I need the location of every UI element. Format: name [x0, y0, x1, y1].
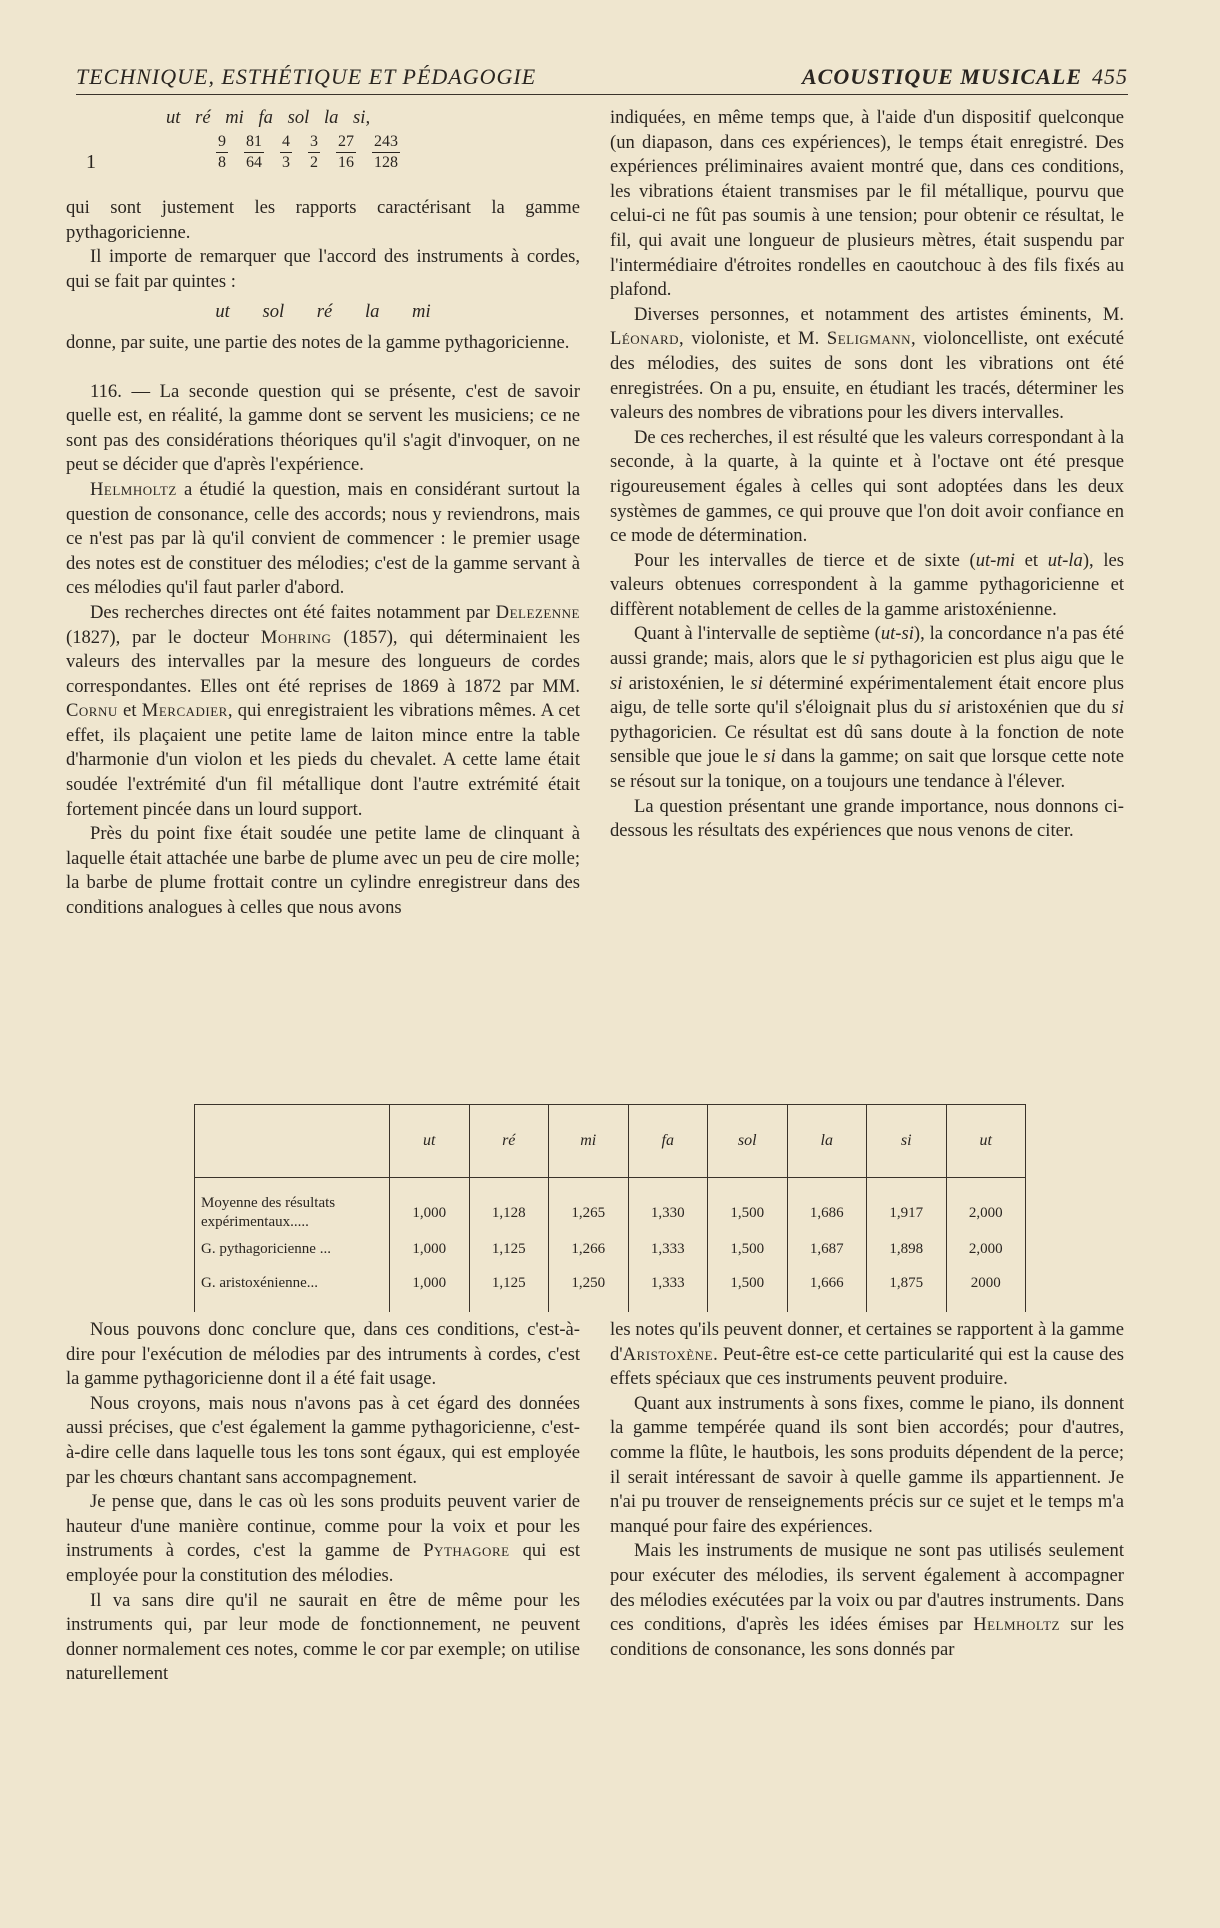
scale-notes: ut ré mi fa sol la si,: [166, 107, 371, 128]
table-row: [195, 1232, 1026, 1266]
table-cell: 1,000: [390, 1178, 470, 1233]
table-cell: 1,687: [787, 1232, 867, 1266]
paragraph: Quant à l'intervalle de septième (ut-si), la concordance n'a pas été aussi grande; mais, alors que le si pythagoricien est plus aigu que le si aristoxénien, le si déterminé expérimentalement était encore plus aigu, de telle sorte qu'il s'éloignait plus du si aristoxénien que du si pythagoricien. Ce résultat est dû sans doute à la fonction de note sensible que joue le si dans la gamme; on sait que lorsque cette note se résout sur la tonique, on a toujours une tendance à l'élever.: [610, 623, 1125, 793]
header-right-title: ACOUSTIQUE MUSICALE: [801, 64, 1082, 89]
paragraph: Diverses personnes, et notamment des artistes éminents, M. Léonard, violoniste, et M. Seligmann, violoncelliste, ont exécuté des mélodies, des suites de sons dont les vibrations ont été enregistrées. On a pu, ensuite, en étudiant les tracés, déterminer les valeurs des nombres de vibrations pour les divers intervalles.: [610, 303, 1124, 424]
paragraph: Nous croyons, mais nous n'avons pas à cet égard des données aussi précises, que c'est également la gamme pythagoricienne, c'est-à-dire celle dans laquelle tous les tons sont égaux, qui est employée par les chœurs chantant sans accompagnement.: [66, 1392, 580, 1488]
table-corner: [195, 1105, 390, 1178]
fraction-denominator: 128: [374, 154, 398, 171]
paragraph: Quant aux instruments à sons fixes, comme le piano, ils donnent la gamme tempérée quand ils sont bien accordés; pour d'autres, comme la flûte, le hautbois, les sons produits dépendent de la perce; il serait intéressant de savoir à quelle gamme ils appartiennent. Je n'ai pu trouver de renseignements précis sur ce sujet et le temps m'a manqué pour faire des expériences.: [610, 1392, 1124, 1537]
page-number: 455: [1092, 64, 1128, 89]
table-cell: 1,333: [628, 1232, 708, 1266]
bottom-right-column: [610, 1318, 1124, 1662]
table-body: [195, 1178, 1026, 1313]
fraction-numerator: 243: [372, 132, 400, 153]
left-column: [66, 106, 580, 921]
person-name: Léonard: [610, 328, 680, 350]
column-header: ut: [390, 1105, 470, 1178]
fraction-numerator: 9: [216, 132, 228, 153]
paragraph: indiquées, en même temps que, à l'aide d'un dispositif quelconque (un diapason, dans ces expériences), le temps était enregistré. Des expériences préliminaires avaient montré que, dans ces conditions, les vibrations étaient transmises par le fil métallique, pourvu que celui-ci ne fût pas soumis à une tension; pour obtenir ce résultat, le fil, qui avait une longueur de plusieurs mètres, était suspendu par l'intermédiaire d'étroites rondelles en caoutchouc à des fils fixés au plafond.: [610, 107, 1124, 301]
table-cell: 1,250: [549, 1266, 629, 1312]
person-name: Mercadier: [141, 700, 228, 722]
column-header: ut: [946, 1105, 1026, 1178]
person-name: Helmholtz: [90, 478, 177, 500]
fraction-denominator: 64: [246, 154, 262, 171]
table-header-row: [195, 1105, 1026, 1178]
ratio-fraction: [280, 132, 292, 173]
ratio-fraction: [216, 132, 228, 173]
ratio-fractions: [216, 132, 400, 173]
ratio-fraction: [244, 132, 264, 173]
column-header: mi: [549, 1105, 629, 1178]
table-cell: 2000: [946, 1266, 1026, 1312]
column-header: si: [867, 1105, 947, 1178]
table-cell: 1,917: [867, 1178, 947, 1233]
row-label: Moyenne des résultats expérimentaux.....: [195, 1178, 390, 1233]
person-name: Pythagore: [423, 1540, 510, 1562]
row-label: G. aristoxénienne...: [195, 1266, 390, 1312]
fraction-denominator: 2: [310, 154, 318, 171]
table-cell: 1,686: [787, 1178, 867, 1233]
paragraph: La question présentant une grande importance, nous donnons ci-dessous les résultats des expériences que nous venons de citer.: [610, 795, 1124, 842]
table-cell: 1,125: [469, 1266, 549, 1312]
ratio-fraction: [336, 132, 356, 173]
paragraph: donne, par suite, une partie des notes de la gamme pythagoricienne.: [66, 331, 570, 353]
table-row: [195, 1266, 1026, 1312]
person-name: Mohring: [260, 626, 332, 648]
table-cell: 1,266: [549, 1232, 629, 1266]
paragraph: Près du point fixe était soudée une petite lame de clinquant à laquelle était attachée une barbe de plume avec un peu de cire molle; la barbe de plume frottait contre un cylindre enregistreur dans des conditions analogues à celles que nous avons: [66, 823, 580, 919]
fraction-numerator: 81: [244, 132, 264, 153]
ratio-one: 1: [86, 151, 96, 173]
ratio-fraction: [308, 132, 320, 173]
right-column: [610, 106, 1124, 844]
table-cell: 1,125: [469, 1232, 549, 1266]
paragraph: Pour les intervalles de tierce et de sixte (ut-mi et ut-la), les valeurs obtenues correspondent à la gamme pythagoricienne et diffèrent notablement de celles de la gamme aristoxénienne.: [610, 549, 1124, 620]
paragraph: Helmholtz a étudié la question, mais en considérant surtout la question de consonance, celle des accords; nous y reviendrons, mais ce n'est pas par là qu'il convient de commencer : le premier usage des notes est de constituer des mélodies; c'est de la gamme servant à ces mélodies qu'il faut parler d'abord.: [66, 478, 580, 599]
paragraph: De ces recherches, il est résulté que les valeurs correspondant à la seconde, à la quarte, à la quinte et à l'octave ont été presque rigoureusement égales à celles qui sont adoptées dans les deux systèmes de gammes, ce qui prouve que l'on doit avoir confiance en ce mode de détermination.: [610, 426, 1124, 547]
fraction-denominator: 8: [218, 154, 226, 171]
paragraph: Des recherches directes ont été faites notamment par Delezenne (1827), par le docteur Mohring (1857), qui déterminaient les valeurs des intervalles par la mesure des longueurs de cordes correspondantes. Elles ont été reprises de 1869 à 1872 par MM. Cornu et Mercadier, qui enregistraient les vibrations mêmes. A cet effet, ils plaçaient une petite lame de laiton mince entre la table d'harmonie d'un violon et les pieds du chevalet. A cette lame était soudée l'extrémité d'un fil métallique dont l'autre extrémité était fortement pincée dans un lourd support.: [66, 601, 581, 820]
paragraph: Nous pouvons donc conclure que, dans ces conditions, c'est-à-dire pour l'exécution de mélodies par des intruments à cordes, c'est la gamme pythagoricienne dont il a été fait usage.: [66, 1319, 580, 1390]
column-header: fa: [628, 1105, 708, 1178]
paragraph: Il va sans dire qu'il ne saurait en être de même pour les instruments qui, par leur mode de fonctionnement, ne peuvent donner normalement ces notes, comme le cor par exemple; on utilise naturellement: [66, 1589, 580, 1685]
table-cell: 1,265: [549, 1178, 629, 1233]
paragraph: qui sont justement les rapports caractérisant la gamme pythagoricienne.: [66, 197, 580, 243]
header-left-title: TECHNIQUE, ESTHÉTIQUE ET PÉDAGOGIE: [76, 64, 537, 89]
table-cell: 1,875: [867, 1266, 947, 1312]
scale-ratios: [66, 106, 580, 194]
table-cell: 1,666: [787, 1266, 867, 1312]
person-name: Delezenne: [495, 601, 580, 623]
table-cell: 1,330: [628, 1178, 708, 1233]
fraction-denominator: 3: [282, 154, 290, 171]
paragraph-116: 116. — La seconde question qui se présente, c'est de savoir quelle est, en réalité, la gamme dont se servent les musiciens; ce ne sont pas des considérations théoriques qu'il s'agit d'invoquer, on ne peut se décider que d'après l'expérience.: [66, 380, 580, 476]
paragraph: les notes qu'ils peuvent donner, et certaines se rapportent à la gamme d'Aristoxène. Peut-être est-ce cette particularité qui est la cause des effets spéciaux que ces instruments peuvent produire.: [610, 1319, 1124, 1390]
column-header: ré: [469, 1105, 549, 1178]
person-name: Cornu: [66, 700, 118, 722]
bottom-left-column: [66, 1318, 580, 1687]
fraction-numerator: 3: [308, 132, 320, 153]
table-cell: 1,898: [867, 1232, 947, 1266]
fraction-numerator: 4: [280, 132, 292, 153]
table-cell: 2,000: [946, 1232, 1026, 1266]
paragraph: Mais les instruments de musique ne sont pas utilisés seulement pour exécuter des mélodies, ils servent également à accompagner des mélodies exécutées par la voix ou par d'autres instruments. Dans ces conditions, d'après les idées émises par Helmholtz sur les conditions de consonance, les sons donnés par: [610, 1540, 1124, 1660]
table-cell: 1,128: [469, 1178, 549, 1233]
person-name: Helmholtz: [973, 1614, 1060, 1636]
running-header: [76, 64, 1128, 95]
column-header: la: [787, 1105, 867, 1178]
table-cell: 2,000: [946, 1178, 1026, 1233]
ratio-fraction: [372, 132, 400, 173]
fifths-notes: ut sol ré la mi: [215, 301, 431, 323]
table-cell: 1,000: [390, 1232, 470, 1266]
paragraph: Je pense que, dans le cas où les sons produits peuvent varier de hauteur d'une manière continue, comme pour la voix et pour les instruments à cordes, c'est la gamme de Pythagore qui est employée pour la constitution des mélodies.: [66, 1491, 580, 1586]
table-row: [195, 1178, 1026, 1233]
fraction-denominator: 16: [338, 154, 354, 171]
column-header: sol: [708, 1105, 788, 1178]
results-table: [194, 1104, 1026, 1312]
person-name: Seligmann: [826, 328, 912, 350]
table-cell: 1,500: [708, 1178, 788, 1233]
table-cell: 1,500: [708, 1232, 788, 1266]
table-cell: 1,500: [708, 1266, 788, 1312]
table-cell: 1,333: [628, 1266, 708, 1312]
fraction-numerator: 27: [336, 132, 356, 153]
person-name: Aristoxène: [622, 1343, 714, 1365]
paragraph: Il importe de remarquer que l'accord des instruments à cordes, qui se fait par quintes :: [66, 246, 580, 292]
table-cell: 1,000: [390, 1266, 470, 1312]
row-label: G. pythagoricienne ...: [195, 1232, 390, 1266]
